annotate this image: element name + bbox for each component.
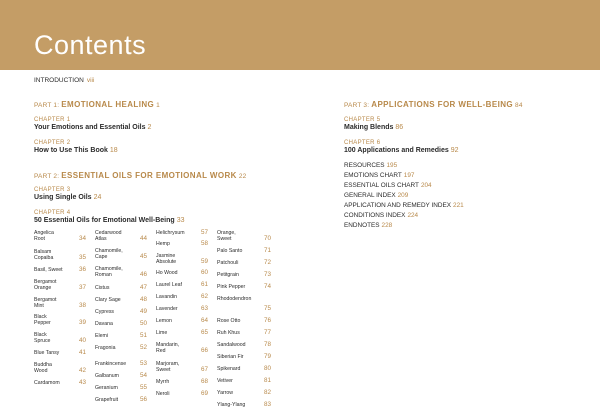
oil-name: Angelica Root xyxy=(34,230,54,242)
oil-entry[interactable] xyxy=(156,306,208,312)
entry-page: viii xyxy=(86,77,95,84)
oil-entry[interactable] xyxy=(95,230,147,242)
oil-page: 82 xyxy=(263,389,271,396)
toc-chapter-4[interactable] xyxy=(34,210,184,224)
chapter-number: CHAPTER 3 xyxy=(34,187,71,193)
oil-name: Siberian Fir xyxy=(217,354,244,360)
oil-name: Black Spruce xyxy=(34,332,51,344)
oil-page: 56 xyxy=(139,396,147,403)
toc-entry-conditions-index[interactable] xyxy=(344,211,464,221)
oil-page: 73 xyxy=(263,271,271,278)
oil-name: Mandarin, Red xyxy=(156,342,180,354)
oil-entry[interactable] xyxy=(95,397,147,403)
oil-entry[interactable] xyxy=(34,279,86,291)
oil-page: 78 xyxy=(263,341,271,348)
oil-name: Patchouli xyxy=(217,260,239,266)
oil-name: Helichrysum xyxy=(156,230,185,236)
oil-entry[interactable] xyxy=(95,297,147,303)
oil-page: 46 xyxy=(139,271,147,278)
oil-page: 70 xyxy=(263,235,271,242)
chapter-title: Your Emotions and Essential Oils xyxy=(34,124,146,131)
toc-entry-application-remedy-index[interactable] xyxy=(344,201,464,211)
toc-part-1[interactable] xyxy=(34,100,160,109)
oil-entry[interactable] xyxy=(217,366,271,372)
oil-entry[interactable] xyxy=(95,333,147,339)
oil-name: Lime xyxy=(156,330,168,336)
oil-entry[interactable] xyxy=(34,380,86,386)
oil-page: 45 xyxy=(139,253,147,260)
oil-name: Laurel Leaf xyxy=(156,282,182,288)
part-page: 84 xyxy=(515,102,523,109)
oil-name: Marjoram, Sweet xyxy=(156,361,180,373)
oil-page: 72 xyxy=(263,259,271,266)
oil-name: Rose Otto xyxy=(217,318,241,324)
oil-entry[interactable] xyxy=(156,379,208,385)
oil-page: 53 xyxy=(139,360,147,367)
oil-page: 36 xyxy=(78,266,86,273)
oil-page: 75 xyxy=(263,305,271,312)
oil-name: Frankincense xyxy=(95,361,127,367)
oil-entry[interactable] xyxy=(95,248,147,260)
toc-entry-introduction[interactable] xyxy=(34,77,94,84)
oil-page: 58 xyxy=(200,240,208,247)
oil-entry[interactable] xyxy=(34,314,86,326)
part-prefix: PART 1: xyxy=(34,102,60,109)
toc-chapter-5[interactable] xyxy=(344,117,403,131)
oil-name: Lavender xyxy=(156,306,178,312)
oil-page: 35 xyxy=(78,254,86,261)
oil-name: Spikenard xyxy=(217,366,241,372)
chapter-number: CHAPTER 6 xyxy=(344,140,381,146)
chapter-page: 33 xyxy=(176,217,185,224)
part-page: 22 xyxy=(238,173,247,180)
oil-name: Blue Tansy xyxy=(34,350,60,356)
part-prefix: PART 3: xyxy=(344,102,370,109)
oil-entry[interactable] xyxy=(156,253,208,265)
oil-page: 64 xyxy=(200,317,208,324)
part-title: ESSENTIAL OILS FOR EMOTIONAL WORK xyxy=(61,171,237,180)
chapter-page: 92 xyxy=(450,147,459,154)
oil-page: 38 xyxy=(78,302,86,309)
oil-entry[interactable] xyxy=(156,342,208,354)
oil-entry[interactable] xyxy=(217,342,271,348)
oil-entry[interactable] xyxy=(95,361,147,367)
oil-page: 50 xyxy=(139,320,147,327)
oil-entry[interactable] xyxy=(156,270,208,276)
part-prefix: PART 2: xyxy=(34,173,60,180)
chapter-title: How to Use This Book xyxy=(34,147,108,154)
toc-entry-essential-oils-chart[interactable] xyxy=(344,181,464,191)
part-page: 1 xyxy=(156,102,160,109)
oil-name: Basil, Sweet xyxy=(34,267,63,273)
oil-page: 76 xyxy=(263,317,271,324)
oil-entry[interactable] xyxy=(156,241,208,247)
oil-page: 54 xyxy=(139,372,147,379)
oil-entry[interactable] xyxy=(156,282,208,288)
oil-entry[interactable] xyxy=(95,373,147,379)
oil-name: Bergamot Orange xyxy=(34,279,57,291)
toc-entry-emotions-chart[interactable] xyxy=(344,171,464,181)
oil-page: 43 xyxy=(78,379,86,386)
toc-entry-resources[interactable] xyxy=(344,161,464,171)
oil-page: 74 xyxy=(263,283,271,290)
toc-chapter-3[interactable] xyxy=(34,187,101,201)
oil-entry[interactable] xyxy=(156,361,208,373)
part-title: APPLICATIONS FOR WELL-BEING xyxy=(371,100,514,109)
oil-page: 67 xyxy=(200,366,208,373)
oil-page: 77 xyxy=(263,329,271,336)
entry-page: 228 xyxy=(381,222,393,229)
oil-entry[interactable] xyxy=(34,362,86,374)
oil-page: 61 xyxy=(200,281,208,288)
entry-label: APPLICATION AND REMEDY INDEX xyxy=(344,202,452,209)
oil-entry[interactable] xyxy=(156,230,208,236)
header-banner xyxy=(0,0,600,70)
oil-name: Lavandin xyxy=(156,294,178,300)
oil-page: 44 xyxy=(139,235,147,242)
chapter-page: 2 xyxy=(147,124,152,131)
oil-name: Chamomile, Cape xyxy=(95,248,123,260)
oil-name: Palo Santo xyxy=(217,248,243,254)
entry-page: 221 xyxy=(453,202,464,209)
toc-chapter-1[interactable] xyxy=(34,117,151,131)
chapter-title: 50 Essential Oils for Emotional Well-Being xyxy=(34,217,175,224)
oil-page: 71 xyxy=(263,247,271,254)
oil-entry[interactable] xyxy=(217,272,271,278)
oil-entry[interactable] xyxy=(34,267,86,273)
oil-page: 39 xyxy=(78,319,86,326)
page-title: Contents xyxy=(34,30,147,60)
chapter-number: CHAPTER 5 xyxy=(344,117,381,123)
entry-page: 204 xyxy=(420,182,432,189)
oil-page: 83 xyxy=(263,401,271,408)
oil-page: 41 xyxy=(78,349,86,356)
oil-name: Neroli xyxy=(156,391,170,397)
back-matter-list xyxy=(344,161,464,231)
toc-entry-general-index[interactable] xyxy=(344,191,464,201)
oil-entry[interactable] xyxy=(156,391,208,397)
oil-entry[interactable] xyxy=(34,350,86,356)
oil-name: Chamomile, Roman xyxy=(95,266,123,278)
oil-page: 60 xyxy=(200,269,208,276)
oil-name: Davana xyxy=(95,321,113,327)
oil-page: 62 xyxy=(200,293,208,300)
entry-label: EMOTIONS CHART xyxy=(344,172,402,179)
oil-page: 47 xyxy=(139,284,147,291)
oil-name: Cedarwood Atlas xyxy=(95,230,122,242)
oil-name: Galbanum xyxy=(95,373,119,379)
oil-entry[interactable] xyxy=(95,345,147,351)
chapter-page: 18 xyxy=(109,147,118,154)
entry-label: CONDITIONS INDEX xyxy=(344,212,406,219)
contents-body xyxy=(34,70,574,420)
oil-entry[interactable] xyxy=(217,330,271,336)
chapter-title: 100 Applications and Remedies xyxy=(344,147,449,154)
oil-name: Rhododendron xyxy=(217,296,252,302)
oil-entry[interactable] xyxy=(95,309,147,315)
part-title: EMOTIONAL HEALING xyxy=(61,100,155,109)
entry-label: ENDNOTES xyxy=(344,222,380,229)
entry-label: GENERAL INDEX xyxy=(344,192,396,199)
oil-name: Ruh Khus xyxy=(217,330,240,336)
oil-entry[interactable] xyxy=(217,318,271,324)
oil-entry[interactable] xyxy=(156,294,208,300)
chapter-number: CHAPTER 1 xyxy=(34,117,71,123)
oil-entry[interactable] xyxy=(156,318,208,324)
oil-entry[interactable] xyxy=(34,297,86,309)
oil-name: Pink Pepper xyxy=(217,284,246,290)
oil-page: 66 xyxy=(200,347,208,354)
oil-page: 65 xyxy=(200,329,208,336)
entry-page: 209 xyxy=(397,192,409,199)
oil-page: 52 xyxy=(139,344,147,351)
oil-name: Lemon xyxy=(156,318,172,324)
oil-entry[interactable] xyxy=(217,390,271,396)
chapter-number: CHAPTER 2 xyxy=(34,140,71,146)
chapter-number: CHAPTER 4 xyxy=(34,210,71,216)
oil-name: Grapefruit xyxy=(95,397,119,403)
oil-name: Buddha Wood xyxy=(34,362,52,374)
oil-name: Ylang-Ylang xyxy=(217,402,246,408)
oil-page: 79 xyxy=(263,353,271,360)
oil-name: Balsam Copaiba xyxy=(34,249,54,261)
oil-page: 42 xyxy=(78,367,86,374)
entry-label: ESSENTIAL OILS CHART xyxy=(344,182,419,189)
oil-page: 34 xyxy=(78,235,86,242)
oil-name: Orange, Sweet xyxy=(217,230,236,242)
oil-entry[interactable] xyxy=(217,260,271,266)
toc-part-2[interactable] xyxy=(34,171,247,180)
oil-page: 59 xyxy=(200,258,208,265)
oil-entry[interactable] xyxy=(34,332,86,344)
oil-name: Cardamom xyxy=(34,380,60,386)
oil-page: 81 xyxy=(263,377,271,384)
oil-name: Elemi xyxy=(95,333,108,339)
oil-name: Petitgrain xyxy=(217,272,239,278)
oil-entry[interactable] xyxy=(34,249,86,261)
oil-entry[interactable] xyxy=(217,230,271,242)
oil-entry[interactable] xyxy=(217,284,271,290)
toc-chapter-6[interactable] xyxy=(344,140,459,154)
oil-page: 37 xyxy=(78,284,86,291)
oil-entry[interactable] xyxy=(217,248,271,254)
oil-name: Clary Sage xyxy=(95,297,121,303)
oil-entry[interactable] xyxy=(95,266,147,278)
oil-entry[interactable] xyxy=(95,385,147,391)
entry-page: 195 xyxy=(386,162,398,169)
oil-name: Hemp xyxy=(156,241,170,247)
oil-name: Bergamot Mint xyxy=(34,297,57,309)
oil-page: 57 xyxy=(200,229,208,236)
oil-page: 55 xyxy=(139,384,147,391)
oil-entry[interactable] xyxy=(34,230,86,242)
oil-page: 69 xyxy=(200,390,208,397)
oil-name: Myrrh xyxy=(156,379,170,385)
chapter-title: Using Single Oils xyxy=(34,194,92,201)
chapter-page: 24 xyxy=(93,194,102,201)
oil-name: Fragonia xyxy=(95,345,116,351)
oil-name: Cypress xyxy=(95,309,115,315)
oil-page: 68 xyxy=(200,378,208,385)
oil-entry[interactable] xyxy=(217,402,271,408)
oil-entry[interactable] xyxy=(95,321,147,327)
entry-label: INTRODUCTION xyxy=(34,77,84,84)
toc-part-3[interactable] xyxy=(344,100,523,109)
chapter-title: Making Blends xyxy=(344,124,394,131)
oil-page: 48 xyxy=(139,296,147,303)
oil-page: 63 xyxy=(200,305,208,312)
oil-entry[interactable] xyxy=(156,330,208,336)
oil-page: 51 xyxy=(139,332,147,339)
entry-page: 224 xyxy=(407,212,419,219)
oil-name: Sandalwood xyxy=(217,342,246,348)
oil-entry[interactable] xyxy=(217,296,271,312)
oil-name: Jasmine Absolute xyxy=(156,253,177,265)
entry-label: RESOURCES xyxy=(344,162,385,169)
oil-name: Cistus xyxy=(95,285,110,291)
oil-name: Ho Wood xyxy=(156,270,178,276)
oil-entry[interactable] xyxy=(217,378,271,384)
oil-name: Yarrow xyxy=(217,390,234,396)
oil-entry[interactable] xyxy=(217,354,271,360)
oil-list xyxy=(34,230,274,416)
oil-name: Geranium xyxy=(95,385,118,391)
toc-chapter-2[interactable] xyxy=(34,140,118,154)
toc-entry-endnotes[interactable] xyxy=(344,221,464,231)
oil-page: 40 xyxy=(78,337,86,344)
oil-name: Vetiver xyxy=(217,378,233,384)
oil-page: 49 xyxy=(139,308,147,315)
entry-page: 197 xyxy=(403,172,415,179)
oil-entry[interactable] xyxy=(95,285,147,291)
oil-name: Black Pepper xyxy=(34,314,51,326)
oil-page: 80 xyxy=(263,365,271,372)
chapter-page: 86 xyxy=(395,124,404,131)
